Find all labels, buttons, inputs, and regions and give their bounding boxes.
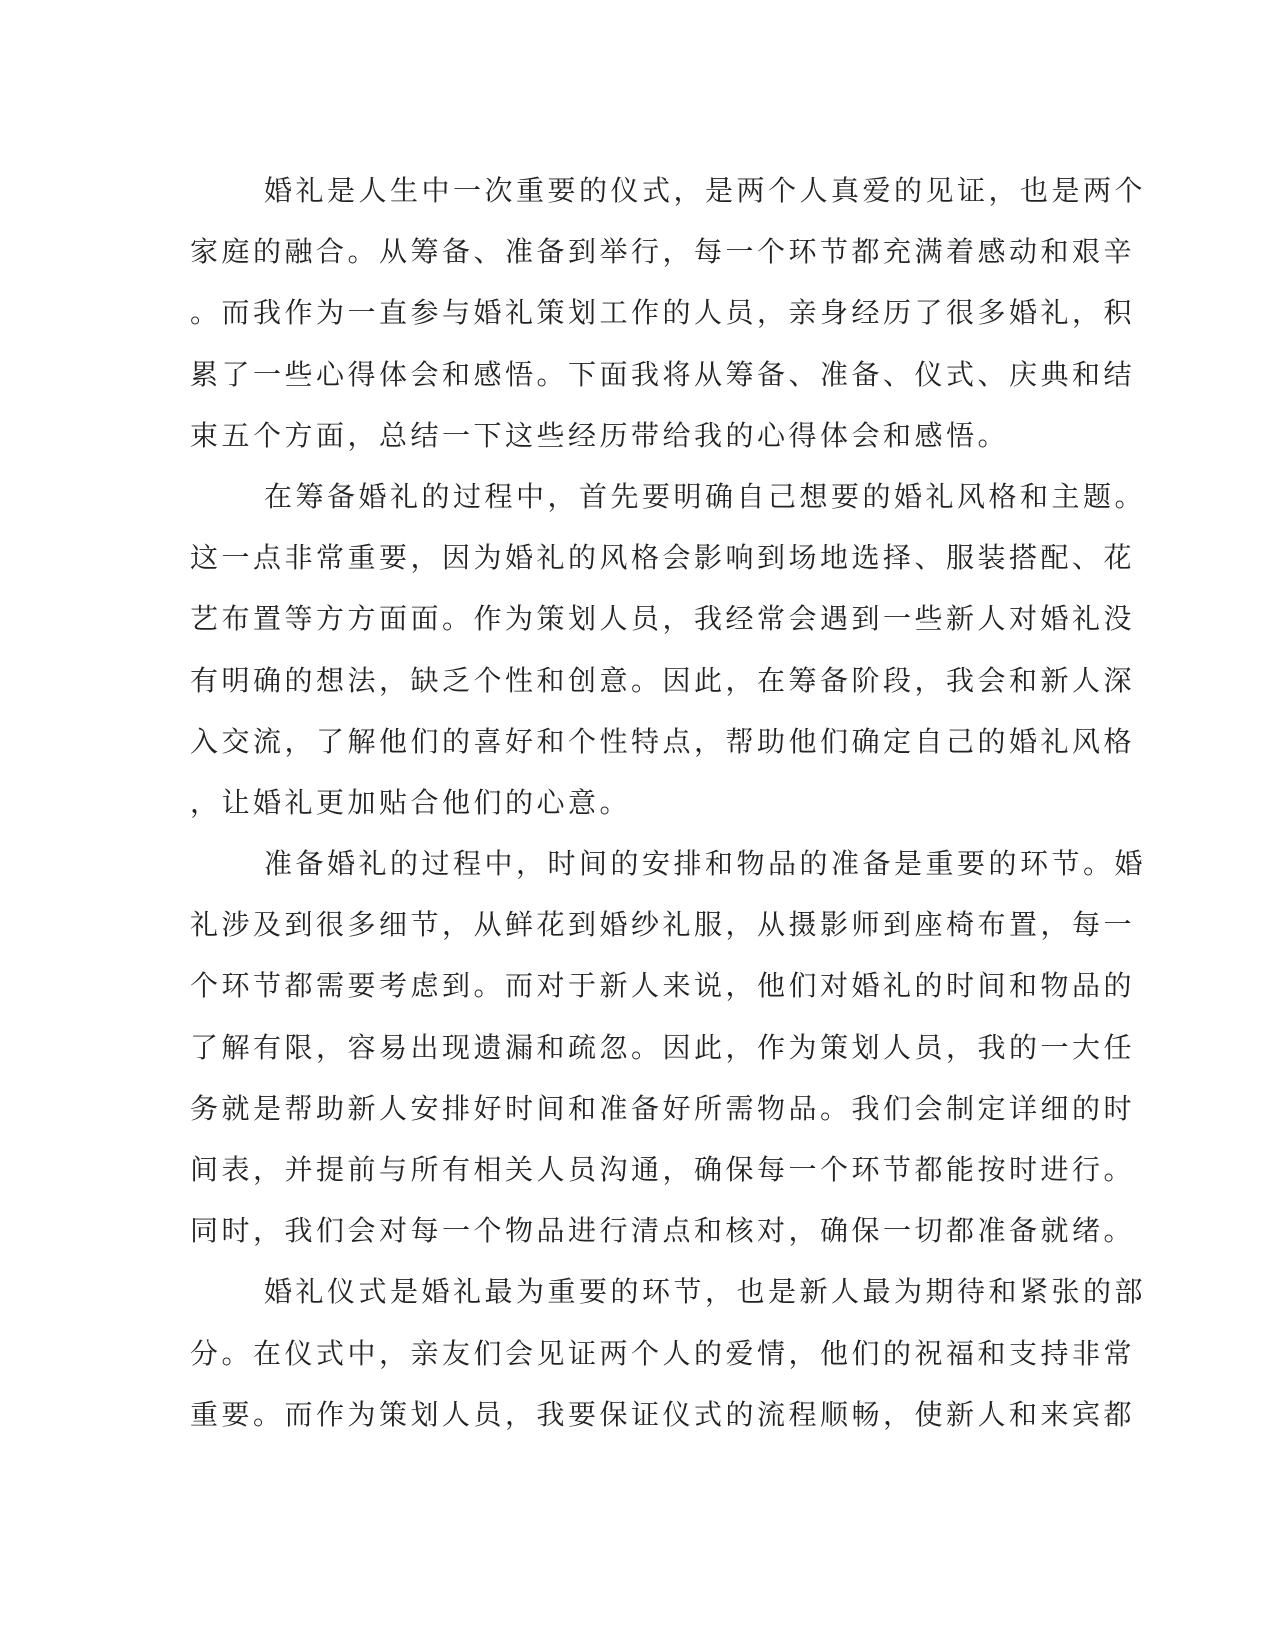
text-line: 累了一些心得体会和感悟。下面我将从筹备、准备、仪式、庆典和结	[190, 357, 1136, 391]
text-line: 这一点非常重要，因为婚礼的风格会影响到场地选择、服装搭配、花	[190, 541, 1136, 575]
paragraph-1	[190, 160, 1147, 466]
text-line: 同时，我们会对每一个物品进行清点和核对，确保一切都准备就绪。	[190, 1214, 1136, 1248]
text-line: 。而我作为一直参与婚礼策划工作的人员，亲身经历了很多婚礼，积	[190, 296, 1136, 330]
text-line: 重要。而作为策划人员，我要保证仪式的流程顺畅，使新人和来宾都	[190, 1397, 1136, 1431]
text-line: 分。在仪式中，亲友们会见证两个人的爱情，他们的祝福和支持非常	[190, 1336, 1136, 1370]
text-line: 个环节都需要考虑到。而对于新人来说，他们对婚礼的时间和物品的	[190, 969, 1136, 1003]
text-line: ，让婚礼更加贴合他们的心意。	[190, 785, 632, 819]
paragraph-2	[190, 466, 1147, 833]
text-line: 间表，并提前与所有相关人员沟通，确保每一个环节都能按时进行。	[190, 1153, 1136, 1186]
text-line: 了解有限，容易出现遗漏和疏忽。因此，作为策划人员，我的一大任	[190, 1030, 1136, 1064]
text-line: 束五个方面，总结一下这些经历带给我的心得体会和感悟。	[190, 418, 1010, 452]
text-line: 入交流，了解他们的喜好和个性特点，帮助他们确定自己的婚礼风格	[190, 724, 1136, 758]
paragraph-3	[190, 833, 1147, 1261]
text-line: 婚礼仪式是婚礼最为重要的环节，也是新人最为期待和紧张的部	[264, 1275, 1147, 1309]
text-line: 礼涉及到很多细节，从鲜花到婚纱礼服，从摄影师到座椅布置，每一	[190, 908, 1136, 942]
text-line: 家庭的融合。从筹备、准备到举行，每一个环节都充满着感动和艰辛	[190, 235, 1136, 269]
paragraph-4	[190, 1261, 1147, 1445]
text-line: 准备婚礼的过程中，时间的安排和物品的准备是重要的环节。婚	[264, 847, 1147, 881]
text-line: 婚礼是人生中一次重要的仪式，是两个人真爱的见证，也是两个	[264, 174, 1147, 207]
text-line: 在筹备婚礼的过程中，首先要明确自己想要的婚礼风格和主题。	[264, 479, 1147, 513]
text-line: 艺布置等方方面面。作为策划人员，我经常会遇到一些新人对婚礼没	[190, 602, 1136, 636]
text-line: 务就是帮助新人安排好时间和准备好所需物品。我们会制定详细的时	[190, 1091, 1136, 1125]
document-body	[190, 160, 1147, 1445]
text-line: 有明确的想法，缺乏个性和创意。因此，在筹备阶段，我会和新人深	[190, 663, 1136, 697]
